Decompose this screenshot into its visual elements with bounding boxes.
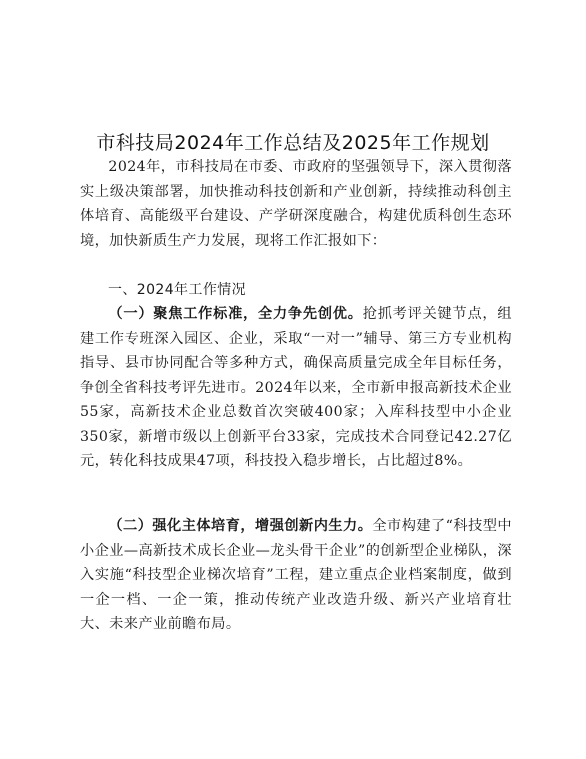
section-item-2-text: 全市构建了“科技型中小企业—高新技术成长企业—龙头骨干企业”的创新型企业梯队，深入实施“科技型企业梯次培育”工程，建立重点企业档案制度，做到一企一档、一企一策，推动传统产业改造升级、新兴产业培育壮大、未来产业前瞻布局。 (80, 518, 512, 632)
section-item-1-text: 抢抓考评关键节点，组建工作专班深入园区、企业，采取“一对一”辅导、第三方专业机构指导、县市协同配合等多种方式，确保高质量完成全年目标任务，争创全省科技考评先进市。2024年以来，全市新申报高新技术企业55家，高新技术企业总数首次突破400家；入库科技型中小企业350家，新增市级以上创新平台33家，完成技术合同登记42.27亿元，转化科技成果47项，科技投入稳步增长，占比超过8%。 (80, 306, 512, 469)
intro-paragraph: 2024年，市科技局在市委、市政府的坚强领导下，深入贯彻落实上级决策部署，加快推动科技创新和产业创新，持续推动科创主体培育、高能级平台建设、产学研深度融合，构建优质科创生态环境，加快新质生产力发展，现将工作汇报如下： (80, 159, 512, 249)
section-heading: 一、2024年工作情况 (108, 282, 247, 298)
section-item-1-lead: （一）聚焦工作标准，全力争先创优。 (108, 306, 363, 322)
document-title: 市科技局2024年工作总结及2025年工作规划 (96, 132, 490, 154)
section-item-1 (80, 302, 512, 474)
section-item-2 (80, 514, 512, 637)
section-item-2-lead: （二）强化主体培育，增强创新内生力。 (108, 518, 373, 534)
